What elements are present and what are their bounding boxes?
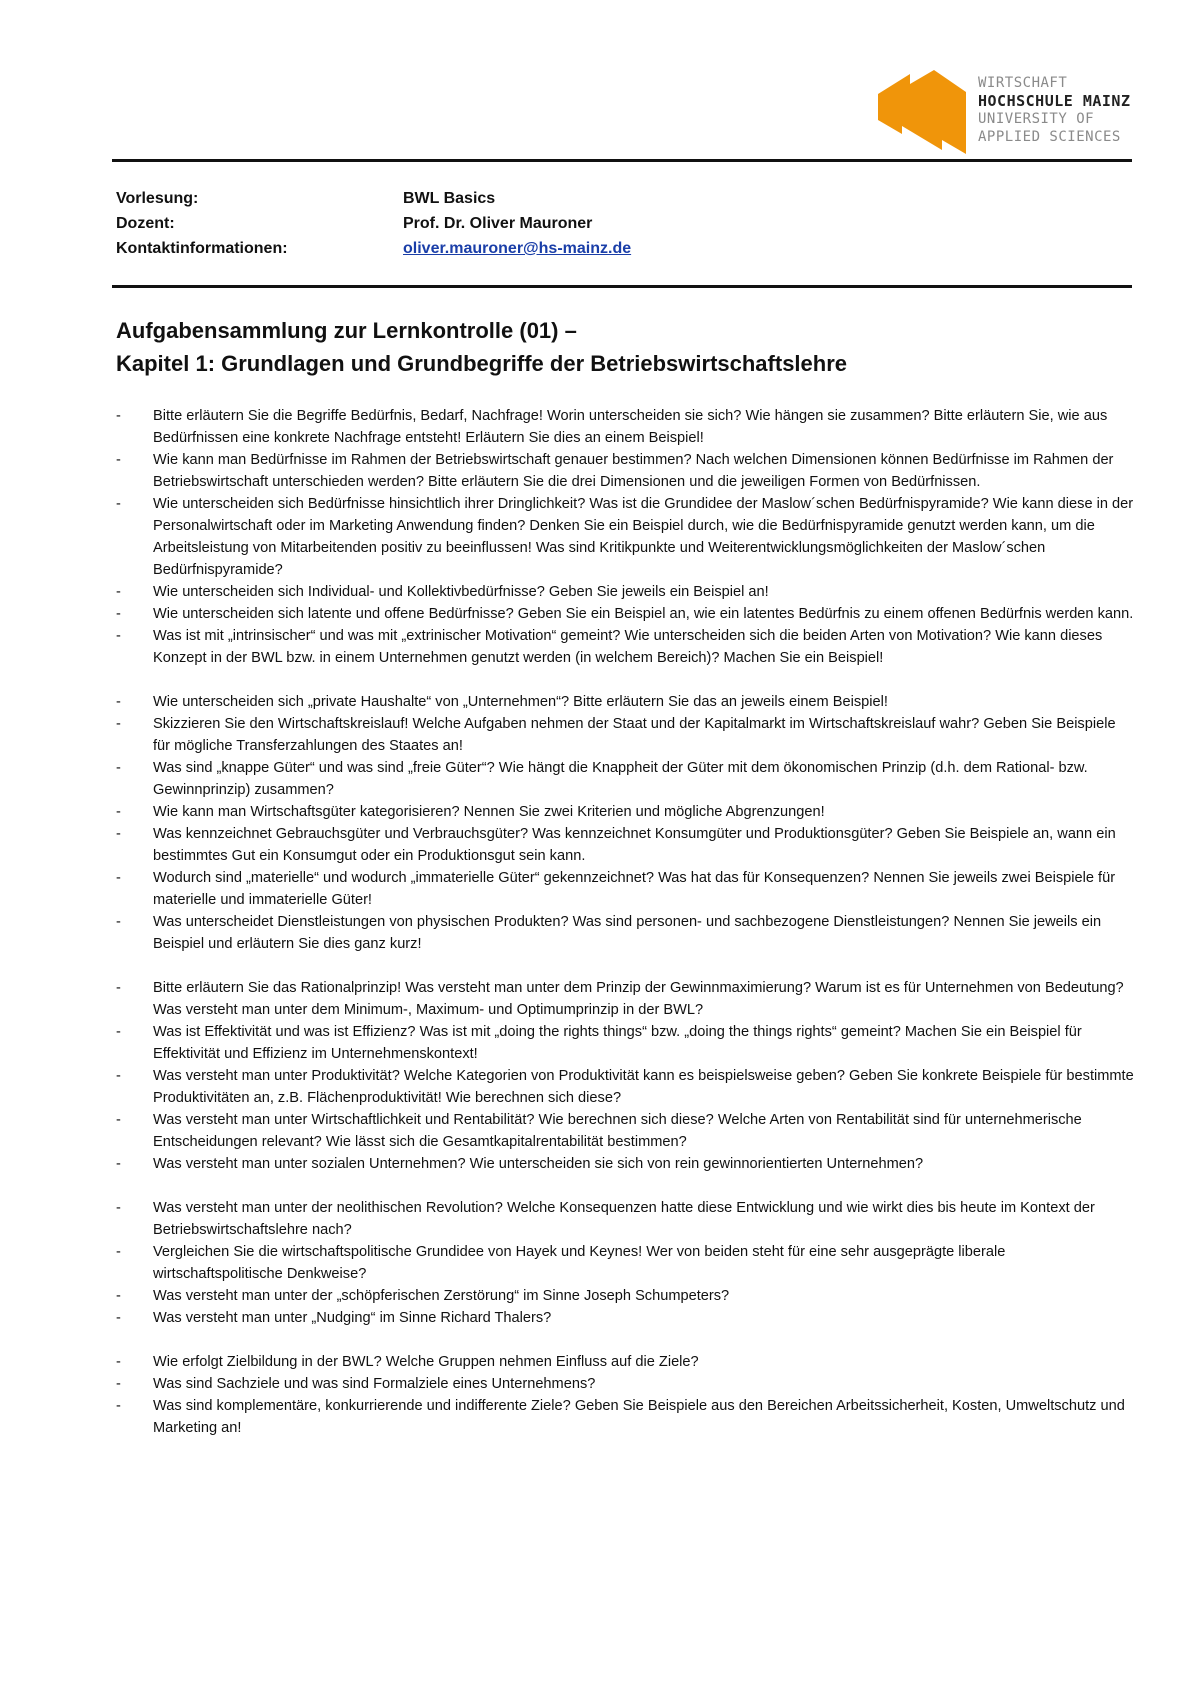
question-item: - Wie unterscheiden sich latente und offene Bedürfnisse? Geben Sie ein Beispiel an, wie ein latentes Bedürfnis zu einem offenen Bedürfnis werden kann. [116,603,1136,625]
contact-label: Kontaktinformationen: [116,240,288,257]
question-item: - Was versteht man unter Produktivität? Welche Kategorien von Produktivität kann es beispielsweise geben? Geben Sie konkrete Beispiele für bestimmte Produktivitäten an, z.B. Flächenproduktivität! Wie berechnen sich diese? [116,1065,1136,1109]
question-item: - Was ist Effektivität und was ist Effizienz? Was ist mit „doing the rights things“ bzw. „doing the things rights“ gemeint? Machen Sie ein Beispiel für Effektivität und Effizienz im Unternehmenskontext! [116,1021,1136,1065]
header-divider [112,159,1132,162]
question-group [116,1197,1136,1329]
email-link[interactable]: oliver.mauroner@hs-mainz.de [403,240,632,257]
question-item: - Wie unterscheiden sich Bedürfnisse hinsichtlich ihrer Dringlichkeit? Was ist die Grundidee der Maslow´schen Bedürfnispyramide? Wie kann diese in der Personalwirtschaft oder im Marketing Anwendung finden? Denken Sie ein Beispiel durch, wie die Bedürfnispyramide genutzt werden kann, um die Arbeitsleistung von Mitarbeitenden positiv zu beeinflussen! Was sind Kritikpunkte und Weiterentwicklungsmöglichkeiten der Maslow´schen Bedürfnispyramide? [116,493,1136,581]
question-item: - Was sind „knappe Güter“ und was sind „freie Güter“? Wie hängt die Knappheit der Güter mit dem ökonomischen Prinzip (d.h. dem Rational- bzw. Gewinnprinzip) zusammen? [116,757,1136,801]
question-item: - Vergleichen Sie die wirtschaftspolitische Grundidee von Hayek und Keynes! Wer von beiden steht für eine sehr ausgeprägte liberale wirtschaftspolitische Denkweise? [116,1241,1136,1285]
question-item: - Was kennzeichnet Gebrauchsgüter und Verbrauchsgüter? Was kennzeichnet Konsumgüter und Produktionsgüter? Geben Sie Beispiele an, wann ein bestimmtes Gut ein Konsumgut oder ein Produktionsgut sein kann. [116,823,1136,867]
lecture-value: BWL Basics [403,190,496,207]
question-item: - Wodurch sind „materielle“ und wodurch „immaterielle Güter“ gekennzeichnet? Was hat das für Konsequenzen? Nennen Sie jeweils zwei Beispiele für materielle und immaterielle Güter! [116,867,1136,911]
title-line-1: Aufgabensammlung zur Lernkontrolle (01) – [116,318,577,343]
question-item: - Wie kann man Wirtschaftsgüter kategorisieren? Nennen Sie zwei Kriterien und mögliche Abgrenzungen! [116,801,1136,823]
question-item: - Wie erfolgt Zielbildung in der BWL? Welche Gruppen nehmen Einfluss auf die Ziele? [116,1351,1136,1373]
question-item: - Was sind Sachziele und was sind Formalziele eines Unternehmens? [116,1373,1136,1395]
question-item: - Was ist mit „intrinsischer“ und was mit „extrinischer Motivation“ gemeint? Wie unterscheiden sich die beiden Arten von Motivation? Wie kann dieses Konzept in der BWL bzw. in einem Unternehmen genutzt werden (in welchem Bereich)? Machen Sie ein Beispiel! [116,625,1136,669]
contact-value [403,236,631,261]
question-list [116,405,1136,1461]
meta-divider [112,285,1132,288]
question-item: - Was versteht man unter „Nudging“ im Sinne Richard Thalers? [116,1307,1136,1329]
document-title [116,314,847,380]
course-info [116,186,631,261]
logo-line-4: APPLIED SCIENCES [978,129,1121,145]
question-item: - Wie unterscheiden sich „private Haushalte“ von „Unternehmen“? Bitte erläutern Sie das an jeweils einem Beispiel! [116,691,1136,713]
lecturer-label: Dozent: [116,215,175,232]
lecture-row [116,186,631,211]
contact-row [116,236,631,261]
lecture-label: Vorlesung: [116,190,199,207]
question-item: - Wie kann man Bedürfnisse im Rahmen der Betriebswirtschaft genauer bestimmen? Nach welchen Dimensionen können Bedürfnisse im Rahmen der Betriebswirtschaft unterschieden werden? Bitte erläutern Sie die drei Dimensionen und die jeweiligen Formen von Bedürfnissen. [116,449,1136,493]
logo-line-3: UNIVERSITY OF [978,111,1095,127]
question-item: - Bitte erläutern Sie das Rationalprinzip! Was versteht man unter dem Prinzip der Gewinnmaximierung? Warum ist es für Unternehmen von Bedeutung? Was versteht man unter dem Minimum-, Maximum- und Optimumprinzip in der BWL? [116,977,1136,1021]
question-item: - Bitte erläutern Sie die Begriffe Bedürfnis, Bedarf, Nachfrage! Worin unterscheiden sie sich? Wie hängen sie zusammen? Bitte erläutern Sie, wie aus Bedürfnissen eine konkrete Nachfrage entsteht! Erläutern Sie dies an einem Beispiel! [116,405,1136,449]
logo-wordmark [978,74,1131,146]
title-line-2: Kapitel 1: Grundlagen und Grundbegriffe der Betriebswirtschaftslehre [116,351,848,376]
question-item: - Wie unterscheiden sich Individual- und Kollektivbedürfnisse? Geben Sie jeweils ein Beispiel an! [116,581,1136,603]
question-item: - Was versteht man unter sozialen Unternehmen? Wie unterscheiden sie sich von rein gewinnorientierten Unternehmen? [116,1153,1136,1175]
lecturer-value: Prof. Dr. Oliver Mauroner [403,215,593,232]
question-item: - Was unterscheidet Dienstleistungen von physischen Produkten? Was sind personen- und sachbezogene Dienstleistungen? Nennen Sie jeweils ein Beispiel und erläutern Sie dies ganz kurz! [116,911,1136,955]
question-group [116,977,1136,1175]
question-item: - Was sind komplementäre, konkurrierende und indifferente Ziele? Geben Sie Beispiele aus den Bereichen Arbeitssicherheit, Kosten, Umweltschutz und Marketing an! [116,1395,1136,1439]
logo-line-2: HOCHSCHULE MAINZ [978,92,1131,110]
question-item: - Was versteht man unter der neolithischen Revolution? Welche Konsequenzen hatte diese Entwicklung und wie wirkt dies bis heute im Kontext der Betriebswirtschaftslehre nach? [116,1197,1136,1241]
university-logo [872,70,1132,160]
lecturer-row [116,211,631,236]
logo-line-1: WIRTSCHAFT [978,75,1068,91]
question-group [116,1351,1136,1439]
question-group [116,405,1136,669]
question-item: - Was versteht man unter der „schöpferischen Zerstörung“ im Sinne Joseph Schumpeters? [116,1285,1136,1307]
logo-mark-icon [872,70,972,160]
question-item: - Skizzieren Sie den Wirtschaftskreislauf! Welche Aufgaben nehmen der Staat und der Kapitalmarkt im Wirtschaftskreislauf wahr? Geben Sie Beispiele für mögliche Transferzahlungen des Staates an! [116,713,1136,757]
question-group [116,691,1136,955]
question-item: - Was versteht man unter Wirtschaftlichkeit und Rentabilität? Wie berechnen sich diese? Welche Arten von Rentabilität sind für unternehmerische Entscheidungen relevant? Wie lässt sich die Gesamtkapitalrentabilität bestimmen? [116,1109,1136,1153]
